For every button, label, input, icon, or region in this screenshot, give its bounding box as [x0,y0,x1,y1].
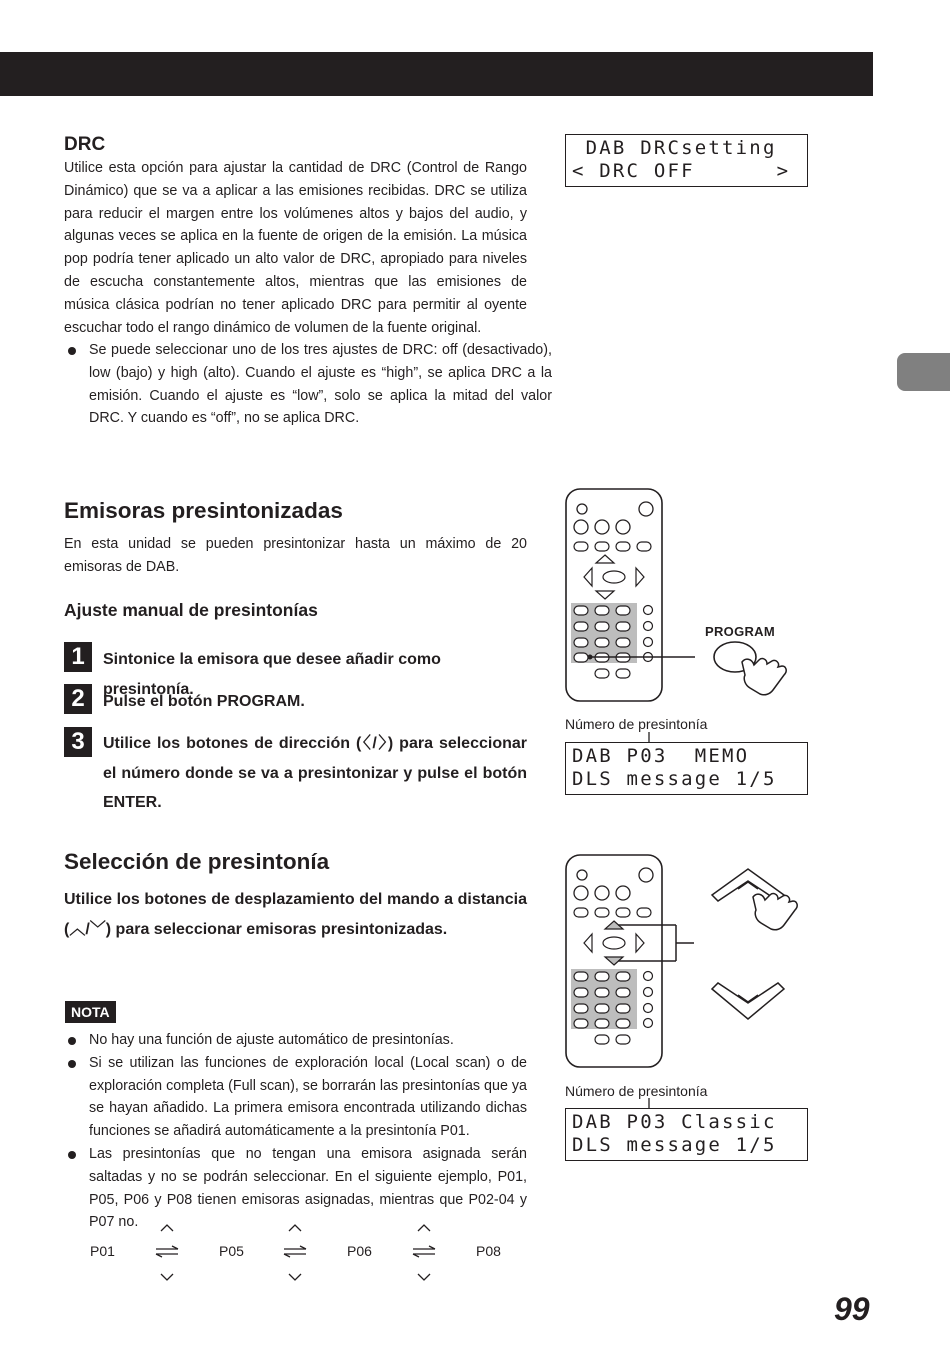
nota-item: Las presintonías que no tengan una emisora asignada serán saltadas y no se podrán seleccionar. En el siguiente ejemplo, P01, P05, P06 y P08 tienen emisoras asignadas, mientras que P02-04 y P07 no. [64,1143,527,1234]
nota-label: NOTA [65,1001,116,1023]
step-number: 2 [64,684,92,714]
display-line-1: DAB P03 MEMO [572,745,750,767]
seleccion-title: Selección de presintonía [64,849,330,874]
memo-display [565,742,808,795]
display-line-2: DLS message 1/5 [572,1134,777,1156]
preset-label: P06 [347,1243,372,1259]
drc-title: DRC [64,134,106,155]
remote-control-icon [560,485,800,705]
step-text: Utilice los botones de dirección (〈/〉) para seleccionar el número donde se va a presintonizar y pulse el botón ENTER. [103,735,527,811]
bidirectional-arrows-icon [156,1246,178,1257]
bidirectional-arrows-icon [413,1246,435,1257]
header-bar [0,52,873,96]
display-line-1: DAB DRCsetting [572,137,777,159]
nota-item: No hay una función de ajuste automático de presintonías. [64,1029,527,1052]
preset-number-caption: Número de presintonía [565,1083,708,1099]
nota-item: Si se utilizan las funciones de exploración local (Local scan) o de exploración completa (Full scan), se borrarán las presintonías que ya se hayan añadido. La primera emisora encontrada utilizando dichas funciones se añadirá automáticamente a la presintonía P01. [64,1052,527,1143]
program-label: PROGRAM [705,624,775,639]
emisoras-intro: En esta unidad se pueden presintonizar hasta un máximo de 20 emisoras de DAB. [64,536,527,575]
step-number: 3 [64,727,92,757]
hand-press-icon [742,659,786,695]
step-number: 1 [64,642,92,672]
step-text: Sintonice la emisora que desee añadir como presintonía. [103,651,441,698]
down-chevron-icon [289,1274,301,1280]
display-line-1: DAB P03 Classic [572,1111,777,1133]
section-tab [897,353,950,391]
preset-number-caption: Número de presintonía [565,716,708,732]
classic-display [565,1108,808,1161]
up-chevron-icon [418,1225,430,1231]
drc-bullet: Se puede seleccionar uno de los tres ajustes de DRC: off (desactivado), low (bajo) y high (alto). Cuando el ajuste es “high”, se aplica DRC a la emisión. Cuando el ajuste es “low”, solo se aplica la mitad del valor DRC. Y cuando es “off”, no se aplica DRC. [64,339,552,430]
up-chevron-icon [161,1225,173,1231]
preset-label: P08 [476,1243,501,1259]
remote-control-icon [560,851,800,1073]
drc-display [565,134,808,187]
display-line-2: < DRC OFF > [572,160,791,182]
ajuste-subtitle: Ajuste manual de presintonías [64,600,318,620]
drc-paragraph: Utilice esta opción para ajustar la cantidad de DRC (Control de Rango Dinámico) que se va a aplicar a las emisiones recibidas. DRC se utiliza para reducir el margen entre los volúmenes altos y bajos del audio, y algunas veces se aplica en la fuente de origen de la emisión. La música pop podría tener aplicado un alto valor de DRC, apropiado para niveles de escucha constantemente altos, mientras que las emisiones de música clásica podrían no tener aplicado DRC para permitir al oyente escuchar todo el rango dinámico de volumen de la fuente original. [64,160,527,336]
bidirectional-arrows-icon [284,1246,306,1257]
emisoras-title: Emisoras presintonizadas [64,498,343,523]
down-chevron-icon [161,1274,173,1280]
step-text: Pulse el botón PROGRAM. [103,693,305,710]
preset-label: P05 [219,1243,244,1259]
page-number: 99 [834,1291,870,1327]
down-arrow-button-icon [712,983,784,1019]
nota-list [64,1029,527,1234]
hand-press-icon [753,894,797,930]
display-line-2: DLS message 1/5 [572,768,777,790]
preset-label: P01 [90,1243,115,1259]
down-chevron-icon [418,1274,430,1280]
seleccion-instruction: Utilice los botones de desplazamiento del mando a distancia (︿/﹀) para seleccionar emisoras presintonizadas. [64,891,527,938]
preset-navigation-diagram [150,1218,450,1288]
up-chevron-icon [289,1225,301,1231]
